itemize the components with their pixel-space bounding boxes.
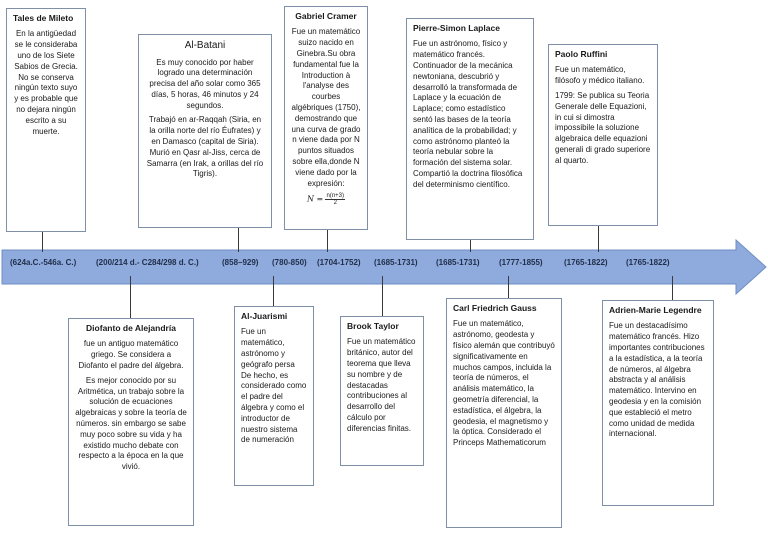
card-gauss: [446, 298, 562, 528]
card-title: Paolo Ruffini: [555, 49, 608, 59]
card-laplace: [406, 18, 534, 240]
card-cramer: [284, 6, 368, 230]
date-label: (1685-1731): [436, 258, 480, 267]
formula-lhs: N =: [307, 195, 324, 205]
connector-albatani: [238, 228, 239, 252]
card-text: En la antigüedad se le consideraba uno de los Siete Sabios de Grecia. No se conserva ningún texto suyo y es probable que no dejara ningún escrito a su muerte.: [14, 29, 78, 136]
connector-tales: [42, 232, 43, 252]
card-title: Brook Taylor: [347, 321, 399, 331]
card-text: Es mejor conocido por su Aritmética, un trabajo sobre la solución de ecuaciones algebraicas y sobre la teoría de números. sin embargo se sabe muy poco sobre su vida y ha existido mucho debate con respecto a la época en la que vivió.: [75, 375, 187, 472]
date-label: (1704-1752): [317, 258, 361, 267]
date-label: (858–929): [222, 258, 259, 267]
card-aljuarismi: [234, 306, 314, 486]
card-legendre: [602, 300, 714, 506]
date-label: (1685-1731): [374, 258, 418, 267]
connector-taylor: [382, 276, 383, 316]
card-text: fue un antiguo matemático griego. Se considera a Diofanto el padre del álgebra.: [78, 339, 184, 371]
connector-aljuarismi: [273, 276, 274, 306]
connector-laplace: [470, 240, 471, 252]
card-text: Fue un matemático, astrónomo y geógrafo persa De hecho, es considerado como el padre del álgebra y como el introductor de nuestro sistema de numeración: [241, 327, 307, 445]
date-label: (1765-1822): [626, 258, 670, 267]
card-albatani: [138, 34, 272, 228]
connector-gauss: [508, 276, 509, 298]
date-label: (624a.C.-546a. C.): [10, 258, 77, 267]
card-taylor: [340, 316, 424, 466]
connector-legendre: [672, 276, 673, 300]
card-text: Fue un destacadísimo matemático francés. Hizo importantes contribuciones a la estadística, a la teoría de números, al álgebra abstracta y al análisis matemático. Intervino en geodesia y en la comisión que estableció el metro como unidad de medida internacional.: [609, 321, 705, 439]
date-label: (780-850): [272, 258, 307, 267]
card-text: Trabajó en ar-Raqqah (Siria, en la orilla norte del río Éufrates) y en Damasco (capital de Siria). Murió en Qasr al-Jiss, cerca de Samarra (en Irak, a orillas del río Tigris).: [146, 115, 264, 179]
date-label: (1765-1822): [564, 258, 608, 267]
card-title: Pierre-Simon Laplace: [413, 23, 500, 33]
card-text: Fue un matemático suizo nacido en Ginebra.Su obra fundamental fue la Introduction à l'analyse des courbes algébriques (1750), demostrando que una curva de grado n viene dada por N puntos situados sobre ella,donde N viene dado por la expresión:: [291, 27, 361, 188]
card-text: Fue un matemático, astrónomo, geodesta y físico alemán que contribuyó significativamente en muchos campos, incluida la teoría de números, el análisis matemático, la geometría diferencial, la estadística, el álgebra, la geodesia, el magnetismo y la óptica. Considerado el Princeps Mathematicorum: [453, 319, 555, 448]
card-text: Fue un matemático, filósofo y médico italiano.: [555, 65, 645, 86]
card-text: 1799: Se publica su Teoria Generale delle Equazioni, in cui si dimostra impossibile la soluzione algebraica delle equazioni generali di grado superiore al quarto.: [555, 91, 651, 165]
card-title: Tales de Mileto: [13, 13, 74, 23]
card-title: Diofanto de Alejandría: [86, 323, 176, 333]
card-title: Al-Batani: [184, 40, 226, 51]
card-diofanto: [68, 318, 194, 526]
connector-cramer: [327, 230, 328, 252]
connector-ruffini: [598, 226, 599, 252]
card-title: Al-Juarismi: [241, 311, 288, 321]
formula-numerator: n(n+3): [326, 193, 344, 200]
card-text: Fue un matemático británico, autor del teorema que lleva su nombre y de destacadas contribuciones al desarrollo del cálculo por diferencias finitas.: [347, 337, 416, 433]
card-title: Adrien-Marie Legendre: [609, 305, 702, 315]
card-title: Carl Friedrich Gauss: [453, 303, 537, 313]
connector-diofanto: [130, 276, 131, 318]
formula-denominator: 2: [333, 200, 337, 207]
timeline-dates: [0, 258, 768, 274]
formula: [291, 193, 361, 206]
card-ruffini: [548, 44, 658, 226]
card-text: Fue un astrónomo, físico y matemático francés. Continuador de la mecánica newtoniana, descubrió y desarrolló la transformada de Laplace y la ecuación de Laplace; como estadístico sentó las bases de la teoría analítica de la probabilidad; y como astrónomo planteó la teoría nebular sobre la formación del sistema solar. Compartió la doctrina filosófica del determinismo científico.: [413, 39, 523, 189]
card-text: Es muy conocido por haber logrado una determinación precisa del año solar como 365 días, 5 horas, 46 minutos y 24 segundos.: [149, 57, 261, 110]
card-tales: [6, 8, 86, 232]
date-label: (200/214 d.- C284/298 d. C.): [96, 258, 199, 267]
card-title: Gabriel Cramer: [295, 11, 357, 21]
date-label: (1777-1855): [499, 258, 543, 267]
formula-fraction: [325, 193, 345, 206]
